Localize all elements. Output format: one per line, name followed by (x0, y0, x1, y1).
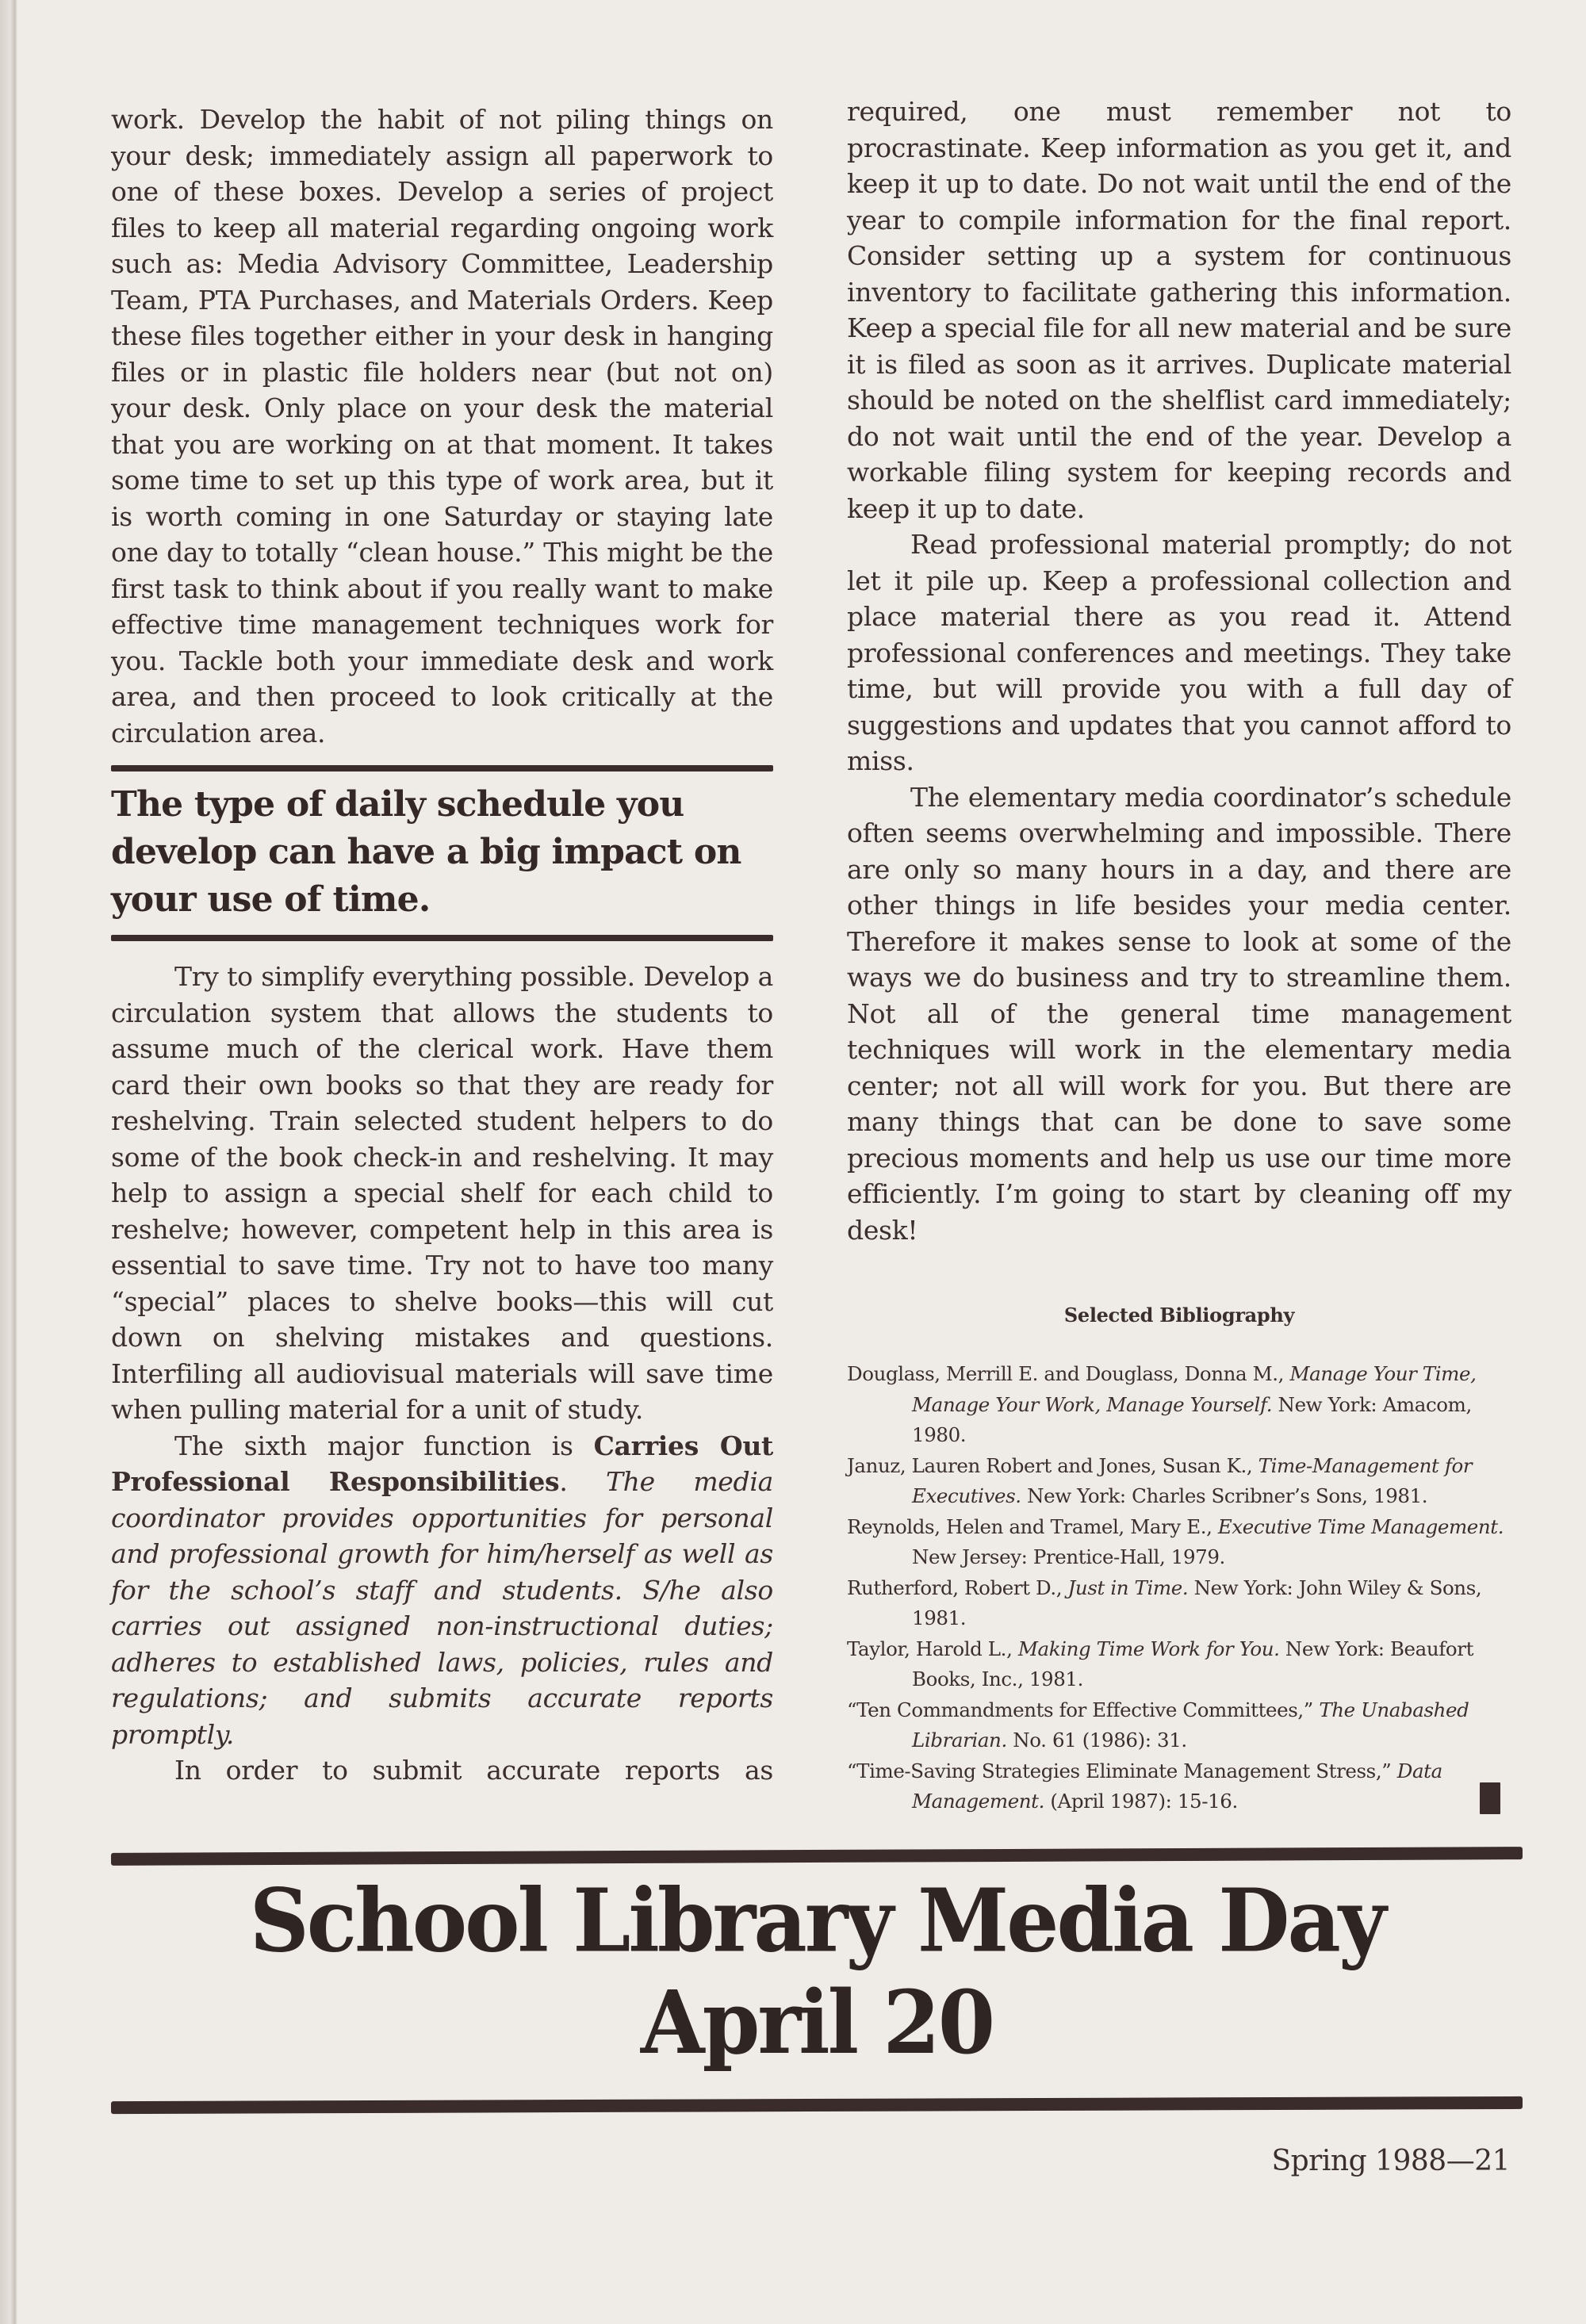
bib-title: Data Management. (912, 1759, 1442, 1813)
bib-publisher: New York: Beaufort Books, Inc., 1981. (912, 1637, 1474, 1690)
function-lead: The sixth major function is (174, 1430, 594, 1461)
bibliography-entry (847, 1695, 1511, 1756)
bibliography-list (847, 1359, 1511, 1817)
body-paragraph: In order to submit accurate reports as (174, 1755, 773, 1786)
function-punct: . (559, 1466, 606, 1497)
bib-authors: Rutherford, Robert D., (847, 1575, 1068, 1599)
bib-publisher: New York: Charles Scribner’s Sons, 1981. (1021, 1484, 1428, 1507)
body-paragraph: required, one must remember not to procrastinate. Keep information as you get it, and keep it up to date. Do not wait until the end of the year to compile information for the final report. Consider setting up a system for continuous inventory to facilitate gathering this information. Keep a special file for all new material and be sure it is filed as soon as it arrives. Duplicate material should be noted on the shelflist card immediately; do not wait until the end of the year. Develop a workable filing system for keeping records and keep it up to date. (847, 96, 1511, 524)
pull-quote (111, 765, 773, 941)
bib-publisher: New York: Amacom, 1980. (912, 1392, 1472, 1446)
bib-title: The Unabashed Librarian. (912, 1698, 1469, 1752)
bibliography-entry (847, 1359, 1511, 1451)
bibliography-entry (847, 1756, 1511, 1817)
footer-separator: — (1446, 2145, 1475, 2177)
bib-authors: “Time-Saving Strategies Eliminate Management Stress,” (847, 1759, 1397, 1782)
pull-quote-text: The type of daily schedule you develop can have a big impact on your use of time. (111, 784, 741, 920)
body-paragraph: Try to simplify everything possible. Develop a circulation system that allows the students to assume much of the clerical work. Have them card their own books so that they are ready for reshelving. Train selected student helpers to do some of the book check-in and reshelving. It may help to assign a special shelf for each child to reshelve; however, competent help in this area is essential to save time. Try not to have too many “special” places to shelve books—this will cut down on shelving mistakes and questions. Interfiling all audiovisual materials will save time when pulling material for a unit of study. (111, 961, 773, 1425)
bib-publisher: (April 1987): 15-16. (1044, 1790, 1238, 1813)
body-paragraph: work. Develop the habit of not piling things on your desk; immediately assign all paperwork to one of these boxes. Develop a series of project files to keep all material regarding ongoing work such as: Media Advisory Committee, Leadership Team, PTA Purchases, and Materials Orders. Keep these files together either in your desk in hanging files or in plastic file holders near (but not on) your desk. Only place on your desk the material that you are working on at that moment. It takes some time to set up this type of work area, but it is worth coming in one Saturday or staying late one day to totally “clean house.” This might be the first task to think about if you really want to make effective time management techniques work for you. Tackle both your immediate desk and work area, and then proceed to look critically at the circulation area. (111, 104, 773, 749)
bibliography-entry (847, 1512, 1511, 1573)
bibliography-heading: Selected Bibliography (1063, 1304, 1295, 1327)
banner-line-event: School Library Media Day (249, 1869, 1385, 1972)
page-number: 21 (1474, 2145, 1510, 2177)
bibliography-entry (847, 1573, 1511, 1634)
banner-line-date: April 20 (640, 1970, 994, 2074)
body-paragraph: The elementary media coordinator’s schedule often seems overwhelming and impossible. There are only so many hours in a day, and there are other things in life besides your media center. Therefore it makes sense to look at some of the ways we do business and try to streamline them. Not all of the general time management techniques will work in the elementary media center; not all will work for you. But there are many things that can be done to save some precious moments and help us use our time more efficiently. I’m going to start by cleaning off my desk! (847, 781, 1511, 1246)
right-column (847, 94, 1511, 1817)
bib-authors: “Ten Commandments for Effective Committees,” (847, 1698, 1320, 1721)
pull-quote-bottom-rule (111, 935, 773, 941)
bib-authors: Reynolds, Helen and Tramel, Mary E., (847, 1514, 1218, 1538)
bib-title: Making Time Work for You. (1017, 1637, 1280, 1660)
bib-authors: Douglass, Merrill E. and Douglass, Donna M., (847, 1362, 1290, 1385)
bibliography-entry (847, 1451, 1511, 1512)
bib-authors: Taylor, Harold L., (847, 1637, 1018, 1660)
end-of-article-logo-icon: al (1480, 1782, 1500, 1814)
banner-top-rule (111, 1847, 1523, 1866)
bib-publisher: No. 61 (1986): 31. (1006, 1729, 1187, 1752)
function-name: Carries Out Professional Responsibilities (111, 1430, 773, 1497)
page-footer (1271, 2146, 1510, 2177)
bibliography-entry (847, 1634, 1511, 1695)
bib-publisher: New York: John Wiley & Sons, 1981. (912, 1575, 1482, 1629)
left-column (111, 101, 773, 1789)
bib-title: Manage Your Time, Manage Your Work, Manage Yourself. (912, 1362, 1477, 1416)
body-paragraph-function (111, 1428, 773, 1753)
bib-publisher: New Jersey: Prentice-Hall, 1979. (912, 1545, 1225, 1568)
bib-title: Executive Time Management. (1217, 1514, 1504, 1538)
bib-title: Time-Management for Executives. (912, 1453, 1473, 1507)
event-banner (111, 1850, 1523, 2112)
banner-title (111, 1870, 1523, 2073)
function-definition: The media coordinator provides opportunities for personal and professional growth for him/herself as well as for the school’s staff and students. S/he also carries out assigned non-instructional duties; adheres to established laws, policies, rules and regulations; and submits accurate reports promptly. (111, 1466, 773, 1750)
banner-bottom-rule (111, 2096, 1523, 2114)
issue-label: Spring 1988 (1271, 2145, 1446, 2177)
page-spine-shadow (0, 0, 17, 2324)
body-paragraph: Read professional material promptly; do not let it pile up. Keep a professional collection and place material there as you read it. Attend professional conferences and meetings. They take time, but will provide you with a full day of suggestions and updates that you cannot afford to miss. (847, 529, 1511, 776)
bib-title: Just in Time. (1067, 1575, 1189, 1599)
pull-quote-top-rule (111, 765, 773, 771)
bib-authors: Januz, Lauren Robert and Jones, Susan K., (847, 1453, 1258, 1477)
